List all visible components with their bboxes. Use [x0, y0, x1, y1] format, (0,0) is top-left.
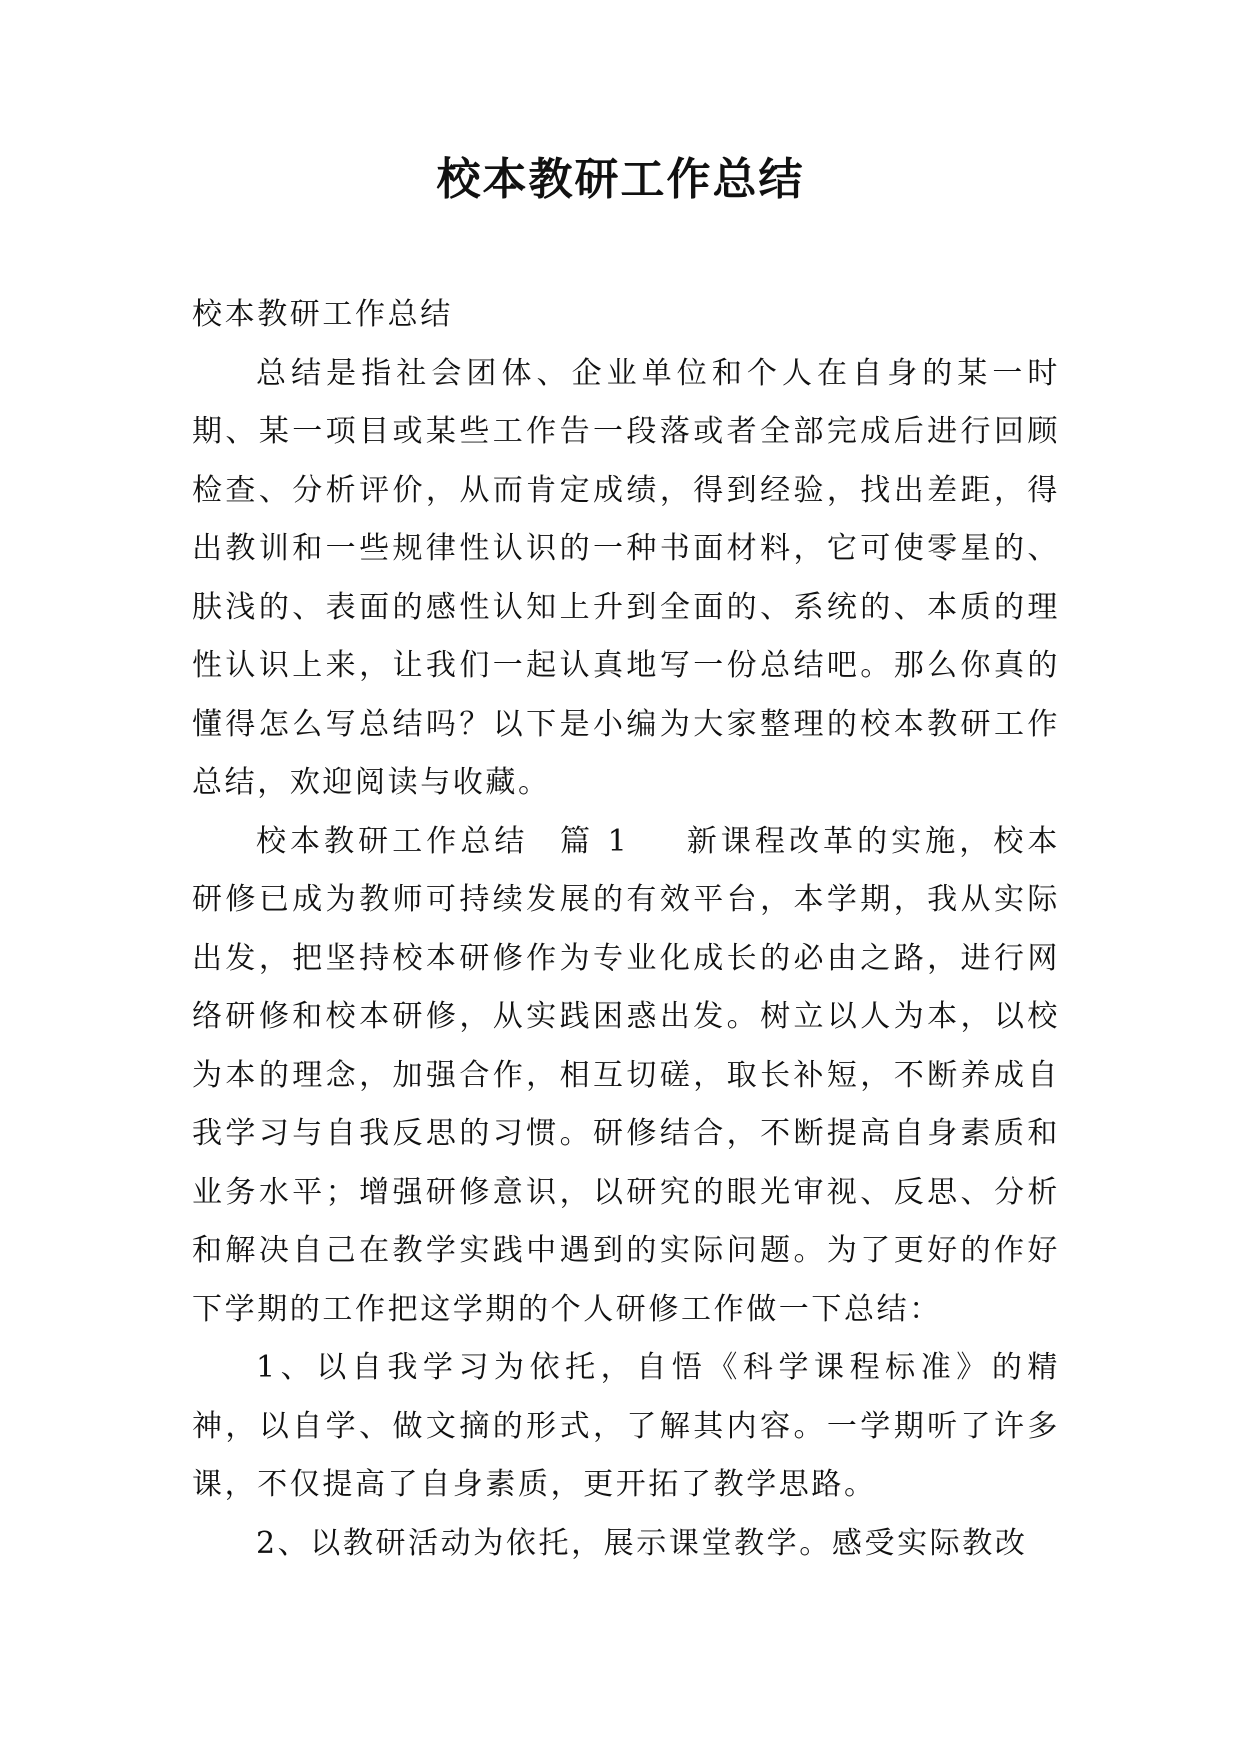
- list-item-2: 2、以教研活动为依托，展示课堂教学。感受实际教改: [256, 1525, 1028, 1561]
- list-item-1: 1、以自我学习为依托，自悟《科学课程标准》的精神，以自学、做文摘的形式，了解其内容。一学期听了许多课，不仅提高了自身素质，更开拓了教学思路。: [192, 1350, 1060, 1502]
- document-title: 校本教研工作总结: [436, 154, 805, 205]
- section-1-paragraph: [192, 813, 1060, 1340]
- document-body: [192, 286, 1060, 1573]
- section-1-text: 新课程改革的实施，校本研修已成为教师可持续发展的有效平台，本学期，我从实际出发，把坚持校本研修作为专业化成长的必由之路，进行网络研修和校本研修，从实践困惑出发。树立以人为本，以校为本的理念，加强合作，相互切磋，取长补短，不断养成自我学习与自我反思的习惯。研修结合，不断提高自身素质和业务水平；增强研修意识，以研究的眼光审视、反思、分析和解决自己在教学实践中遇到的实际问题。为了更好的作好下学期的工作把这学期的个人研修工作做一下总结：: [192, 823, 1060, 1327]
- intro-paragraph: 总结是指社会团体、企业单位和个人在自身的某一时期、某一项目或某些工作告一段落或者全部完成后进行回顾检查、分析评价，从而肯定成绩，得到经验，找出差距，得出教训和一些规律性认识的一种书面材料，它可使零星的、肤浅的、表面的感性认知上升到全面的、系统的、本质的理性认识上来，让我们一起认真地写一份总结吧。那么你真的懂得怎么写总结吗？以下是小编为大家整理的校本教研工作总结，欢迎阅读与收藏。: [192, 355, 1060, 800]
- document-subtitle: 校本教研工作总结: [192, 297, 453, 332]
- section-1-label: 篇 1: [558, 823, 630, 859]
- section-1-heading: 校本教研工作总结: [256, 823, 529, 859]
